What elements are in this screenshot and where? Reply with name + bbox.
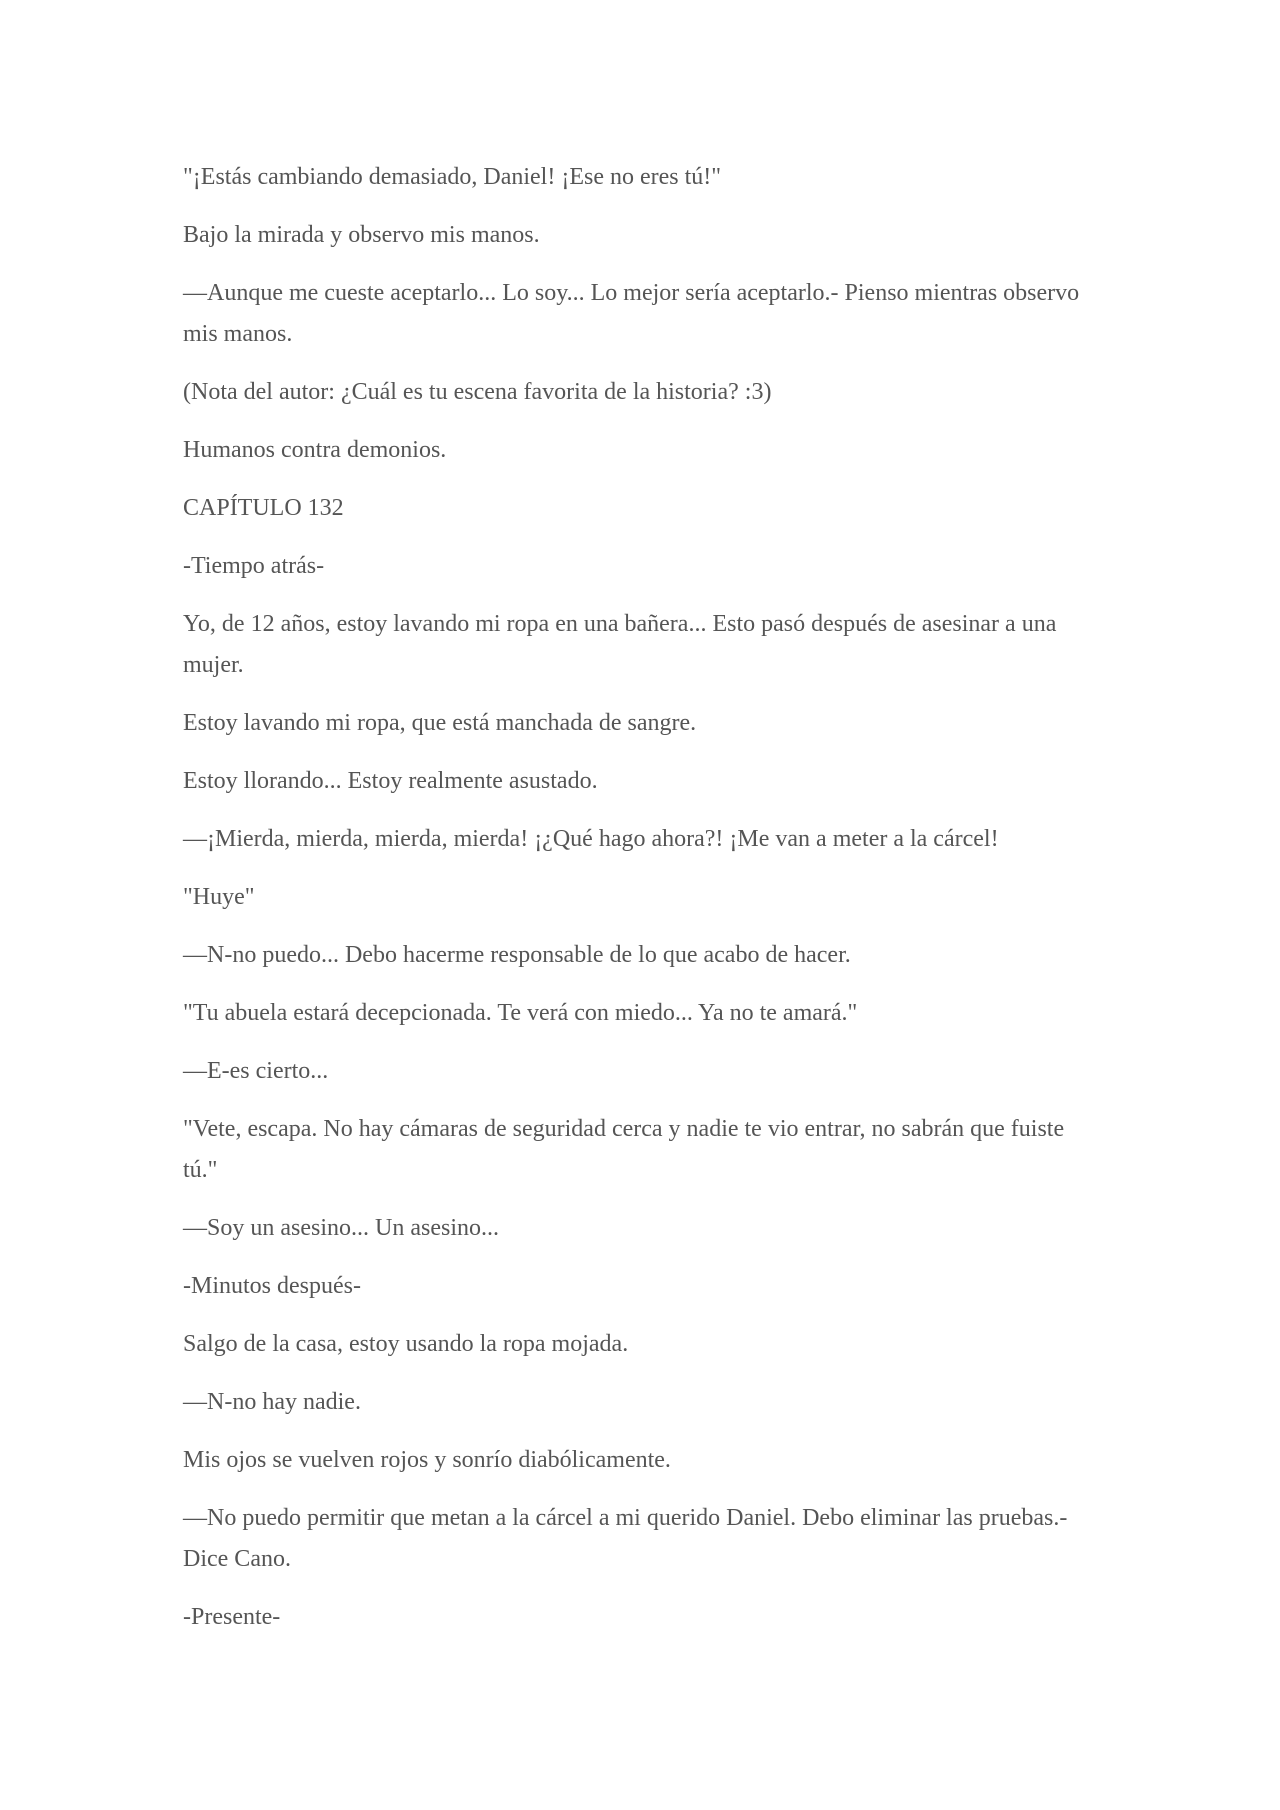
paragraph-flee: "Huye" bbox=[183, 884, 255, 910]
paragraph-nobody: —N-no hay nadie. bbox=[183, 1389, 361, 1415]
paragraph-murderer: —Soy un asesino... Un asesino... bbox=[183, 1215, 499, 1241]
chapter-heading: CAPÍTULO 132 bbox=[183, 495, 344, 521]
paragraph-blood-stained: Estoy lavando mi ropa, que está manchada de sangre. bbox=[183, 710, 697, 736]
paragraph-accept: —Aunque me cueste aceptarlo... Lo soy... Lo mejor sería aceptarlo.- Pienso mientras observo mis manos. bbox=[183, 280, 1080, 347]
paragraph-crying: Estoy llorando... Estoy realmente asustado. bbox=[183, 768, 598, 794]
paragraph-look-down: Bajo la mirada y observo mis manos. bbox=[183, 222, 540, 248]
paragraph-present: -Presente- bbox=[183, 1604, 281, 1630]
paragraph-minutes-later: -Minutos después- bbox=[183, 1273, 361, 1299]
paragraph-book-title: Humanos contra demonios. bbox=[183, 437, 447, 463]
paragraph-escape: "Vete, escapa. No hay cámaras de seguridad cerca y nadie te vio entrar, no sabrán que fuiste tú." bbox=[183, 1116, 1065, 1183]
paragraph-grandmother: "Tu abuela estará decepcionada. Te verá con miedo... Ya no te amará." bbox=[183, 1000, 858, 1026]
paragraph-leave-house: Salgo de la casa, estoy usando la ropa mojada. bbox=[183, 1331, 629, 1357]
paragraph-quote-changing: "¡Estás cambiando demasiado, Daniel! ¡Ese no eres tú!" bbox=[183, 164, 722, 190]
paragraph-time-marker: -Tiempo atrás- bbox=[183, 553, 325, 579]
paragraph-responsible: —N-no puedo... Debo hacerme responsable de lo que acabo de hacer. bbox=[183, 942, 851, 968]
paragraph-true: —E-es cierto... bbox=[183, 1058, 329, 1084]
paragraph-red-eyes: Mis ojos se vuelven rojos y sonrío diabólicamente. bbox=[183, 1447, 671, 1473]
document-body bbox=[183, 157, 1083, 1655]
paragraph-cano: —No puedo permitir que metan a la cárcel a mi querido Daniel. Debo eliminar las pruebas.- Dice Cano. bbox=[183, 1505, 1068, 1572]
paragraph-author-note: (Nota del autor: ¿Cuál es tu escena favorita de la historia? :3) bbox=[183, 379, 772, 405]
paragraph-washing-clothes: Yo, de 12 años, estoy lavando mi ropa en una bañera... Esto pasó después de asesinar a una mujer. bbox=[183, 611, 1057, 678]
paragraph-panic: —¡Mierda, mierda, mierda, mierda! ¡¿Qué hago ahora?! ¡Me van a meter a la cárcel! bbox=[183, 826, 999, 852]
